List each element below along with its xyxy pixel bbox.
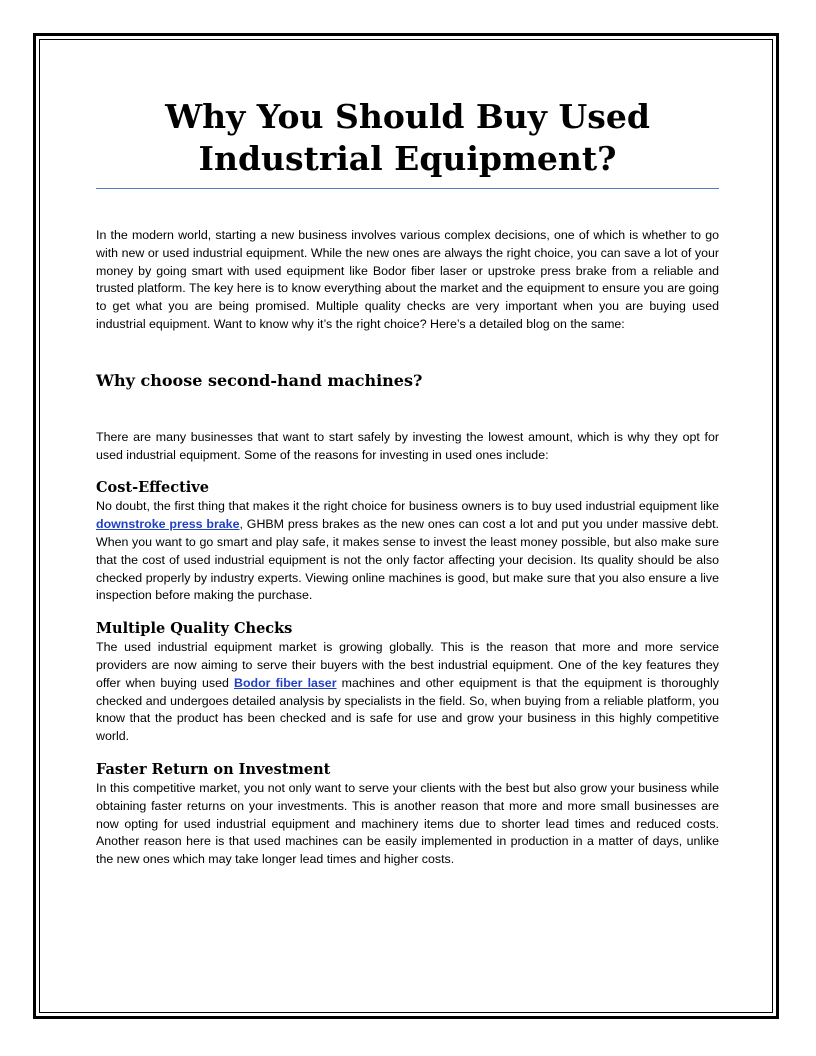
- quality-text-after-link: machines and other equipment is that the equipment is thoroughly checked and undergoes detailed analysis by specialists in the field. So, when buying from a reliable platform, you know that the product has been checked and is safe for use and grow your business in this highly competitive world.: [96, 675, 719, 744]
- downstroke-press-brake-link[interactable]: downstroke press brake: [96, 517, 240, 532]
- quality-text-before-link: The used industrial equipment market is growing globally. This is the reason that more and more service providers are now aiming to serve their buyers with the best industrial equipment. One of the key features they offer when buying used: [96, 640, 719, 690]
- cost-effective-heading: Cost-Effective: [96, 479, 209, 497]
- cost-text-after-link: , GHBM press brakes as the new ones can cost a lot and put you under massive debt. When you want to go smart and play safe, it makes sense to invest the least money possible, but also make sure that the cost of used industrial equipment is not the only factor affecting your decision. Its quality should be also checked properly by industry experts. Viewing online machines is good, but make sure that you also ensure a live inspection before making the purchase.: [96, 517, 719, 603]
- intro-paragraph: In the modern world, starting a new business involves various complex decisions, one of which is whether to go with new or used industrial equipment. While the new ones are always the right choice, you can save a lot of your money by going smart with used equipment like Bodor fiber laser or upstroke press brake from a reliable and trusted platform. The key here is to know everything about the market and the equipment to ensure you are going to get what you are being promised. Multiple quality checks are very important when you are buying used industrial equipment. Want to know why it’s the right choice? Here’s a detailed blog on the same:: [96, 228, 719, 331]
- roi-paragraph: In this competitive market, you not only want to serve your clients with the best but also grow your business while obtaining faster returns on your investments. This is another reason that more and more small businesses are now opting for used industrial equipment and machinery items due to shorter lead times and reduced costs. Another reason here is that used machines can be easily implemented in production in a matter of days, unlike the new ones which may take longer lead times and higher costs.: [96, 780, 719, 867]
- roi-heading: Faster Return on Investment: [96, 760, 331, 778]
- document-title: Why You Should Buy Used Industrial Equipment?: [96, 96, 719, 189]
- quality-checks-heading: Multiple Quality Checks: [96, 620, 293, 638]
- bodor-fiber-laser-link[interactable]: Bodor fiber laser: [234, 675, 337, 690]
- section-intro-paragraph: There are many businesses that want to start safely by investing the lowest amount, which is why they opt for used industrial equipment. Some of the reasons for investing in used ones include:: [96, 429, 719, 462]
- cost-text-before-link: No doubt, the first thing that makes it the right choice for business owners is to buy used industrial equipment like: [96, 499, 719, 514]
- cost-effective-paragraph: [96, 498, 719, 605]
- quality-checks-paragraph: [96, 639, 719, 746]
- document-body: [96, 96, 719, 869]
- section-heading: Why choose second-hand machines?: [96, 370, 423, 390]
